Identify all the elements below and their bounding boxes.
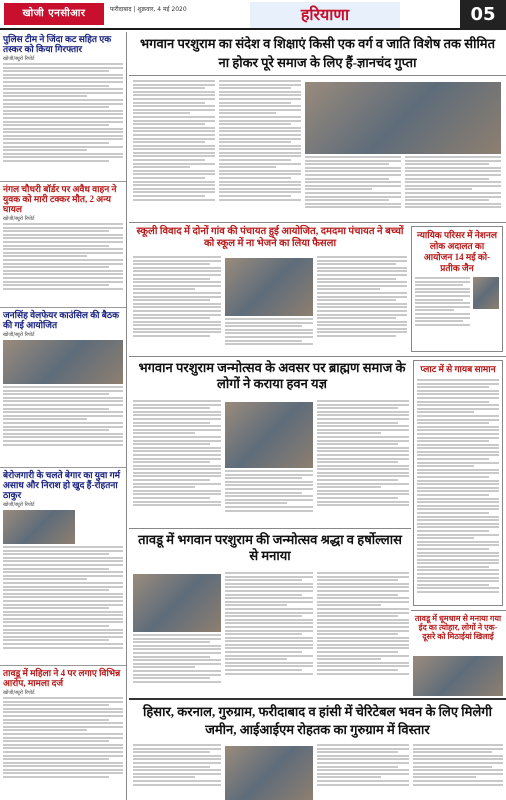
story-byline: खोजी/ब्यूरो रिपोर्ट: [3, 502, 35, 508]
body-text: [3, 386, 123, 446]
lead-photo: [305, 82, 501, 154]
lead-body-col-4: [405, 156, 501, 218]
tavdu-parshuram-header: [133, 532, 407, 568]
eid-headline: तावडू में धूमधाम से मनाया गया ईद का त्योहार, लोगों ने एक-दूसरे को मिठाईयां खिलाई: [414, 614, 502, 641]
left-story-2: [0, 182, 126, 308]
missing-goods-story: [413, 360, 503, 606]
story-byline: खोजी/ब्यूरो रिपोर्ट: [3, 216, 35, 222]
body-text: [3, 697, 123, 778]
dispute-photo: [225, 258, 313, 316]
dispute-story-header: [133, 226, 407, 252]
lead-story-header: [129, 32, 506, 76]
dispute-body-col-2: [225, 318, 313, 352]
lead-body-col-3: [305, 156, 401, 218]
body-text: [3, 546, 123, 649]
lead-body-col-1: [133, 80, 215, 218]
tavdu-parshuram-body-col-1: [133, 634, 221, 694]
story-headline: पुलिस टीम ने जिंदा कट सहित एक तस्कर को किया गिरफ्तार: [3, 34, 112, 54]
land-body-col-3: [413, 744, 503, 798]
eid-story-header: [413, 614, 503, 650]
land-allocation-headline: हिसार, करनाल, गुरुग्राम, फरीदाबाद व हांसी में चेरिटेबल भवन के लिए मिलेगी जमीन, आईआईएम रोहतक का गुरुग्राम में विस्तार: [143, 704, 492, 737]
land-body-col-1: [133, 744, 221, 798]
eid-photo: [413, 656, 503, 696]
story-byline: खोजी/ब्यूरो रिपोर्ट: [3, 690, 35, 696]
story-headline: जनसिंह वेलफेयर काउंसिल की बैठक की गई आयोजित: [3, 310, 120, 330]
havan-photo: [225, 402, 313, 468]
tavdu-parshuram-body-col-2: [225, 572, 313, 694]
left-column: [0, 32, 127, 800]
story-byline: खोजी/ब्यूरो रिपोर्ट: [3, 56, 35, 62]
land-allocation-header: [129, 698, 506, 740]
havan-body-col-2: [225, 470, 313, 524]
lead-headline: भगवान परशुराम का संदेश व शिक्षाएं किसी एक वर्ग व जाति विशेष तक सीमित ना होकर पूरे समाज के लिए हैं-ज्ञानचंद गुप्ता: [139, 36, 495, 70]
havan-body-col-3: [317, 400, 409, 524]
body-text: [3, 223, 123, 290]
section-title: हरियाणा: [250, 2, 400, 28]
story-headline: बेरोजगारी के चलते बेगार का युवा गर्म असाध और निराश हो खुद हैं-रोहतना ठाकुर: [3, 470, 121, 500]
dispute-headline: स्कूली विवाद में दोनों गांव की पंचायत हुई आयोजित, दमदमा पंचायत ने बच्चों को स्कूल में ना भेजने का लिया फैसला: [136, 226, 404, 249]
issue-info: फरीदाबाद | शुक्रवार, 4 मई 2020: [110, 6, 187, 13]
left-story-1: [0, 32, 126, 182]
havan-body-col-1: [133, 400, 221, 524]
missing-goods-headline: प्लाट में से गायब सामान: [420, 364, 496, 374]
tavdu-parshuram-headline: तावडू में भगवान परशुराम की जन्मोत्सव श्रद्धा व हर्षोल्लास से मनाया: [138, 532, 402, 563]
page-number: 05: [460, 0, 506, 30]
dispute-body-col-3: [317, 256, 407, 352]
tavdu-parshuram-body-col-3: [317, 572, 409, 694]
masthead: [0, 0, 506, 30]
havan-story-header: [133, 360, 411, 396]
left-story-3: [0, 308, 126, 468]
dispute-body-col-1: [133, 256, 221, 352]
lok-adalat-story: [411, 226, 503, 352]
story-photo: [3, 510, 75, 544]
newspaper-logo: खोजी एनसीआर: [4, 3, 104, 25]
body-text: [3, 63, 123, 162]
lok-adalat-headline: न्यायिक परिसर में नेशनल लोक अदालत का आयोजन 14 मई को-प्रतीक जैन: [417, 230, 497, 273]
lead-body-col-2: [219, 80, 301, 218]
story-byline: खोजी/ब्यूरो रिपोर्ट: [3, 332, 35, 338]
left-story-5: [0, 666, 126, 800]
story-photo: [3, 340, 123, 384]
official-portrait: [473, 277, 499, 309]
main-area: [129, 32, 506, 800]
havan-headline: भगवान परशुराम जन्मोत्सव के अवसर पर ब्राह्मण समाज के लोगों ने कराया हवन यज्ञ: [138, 360, 406, 391]
land-body-col-2: [317, 744, 409, 798]
left-story-4: [0, 468, 126, 666]
story-headline: तावडू में महिला ने 4 पर लगाए विभिन्न आरोप, मामला दर्ज: [3, 668, 121, 688]
tavdu-parshuram-photo: [133, 574, 221, 632]
land-photo: [225, 746, 313, 800]
story-headline: नंगल चौधरी बॉर्डर पर अवैध वाहन ने युवक को मारी टक्कर मौत, 2 अन्य घायल: [3, 184, 117, 214]
